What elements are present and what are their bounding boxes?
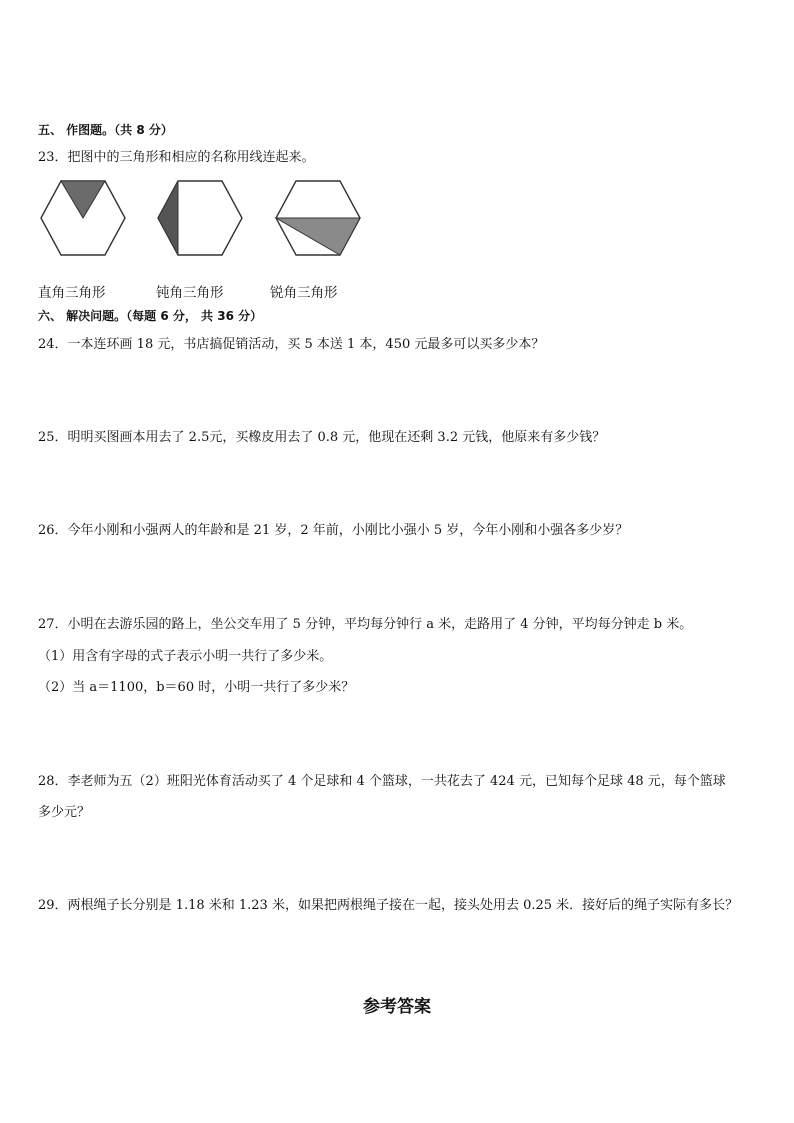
question-25: 25．明明买图画本用去了 2.5元，买橡皮用去了 0.8 元，他现在还剩 3.2 元钱，他原来有多少钱？: [38, 430, 606, 445]
section5-heading: 五、 作图题。（共 8 分）: [38, 123, 173, 137]
answers-title: 参考答案: [363, 997, 431, 1017]
question-27-part1: （1）用含有字母的式子表示小明一共行了多少米。: [38, 649, 333, 664]
label-obtuse-triangle: 钝角三角形: [156, 285, 224, 301]
section6-heading: 六、 解决问题。（每题 6 分， 共 36 分）: [38, 309, 263, 323]
label-acute-triangle: 锐角三角形: [270, 285, 338, 301]
question-27: 27．小明在去游乐园的路上，坐公交车用了 5 分钟，平均每分钟行 a 米，走路用了 4 分钟，平均每分钟走 b 米。: [38, 617, 693, 632]
question-27-part2: （2）当 a＝1100，b＝60 时，小明一共行了多少米？: [38, 680, 355, 695]
question-28-line1: 28．李老师为五（2）班阳光体育活动买了 4 个足球和 4 个篮球，一共花去了 424 元，已知每个足球 48 元，每个篮球: [38, 774, 726, 789]
label-right-triangle: 直角三角形: [38, 285, 106, 301]
question-23: 23．把图中的三角形和相应的名称用线连起来。: [38, 150, 315, 165]
question-28-line2: 多少元？: [38, 805, 91, 820]
hexagon-figure-1: [39, 178, 127, 258]
hexagon-figure-3: [274, 178, 362, 258]
hexagon-figure-2: [156, 178, 244, 258]
question-26: 26．今年小刚和小强两人的年龄和是 21 岁，2 年前，小刚比小强小 5 岁，今年小刚和小强各多少岁？: [38, 523, 629, 538]
question-29: 29．两根绳子长分别是 1.18 米和 1.23 米，如果把两根绳子接在一起，接头处用去 0.25 米．接好后的绳子实际有多长？: [38, 898, 739, 913]
question-24: 24．一本连环画 18 元，书店搞促销活动，买 5 本送 1 本，450 元最多可以买多少本？: [38, 337, 545, 352]
